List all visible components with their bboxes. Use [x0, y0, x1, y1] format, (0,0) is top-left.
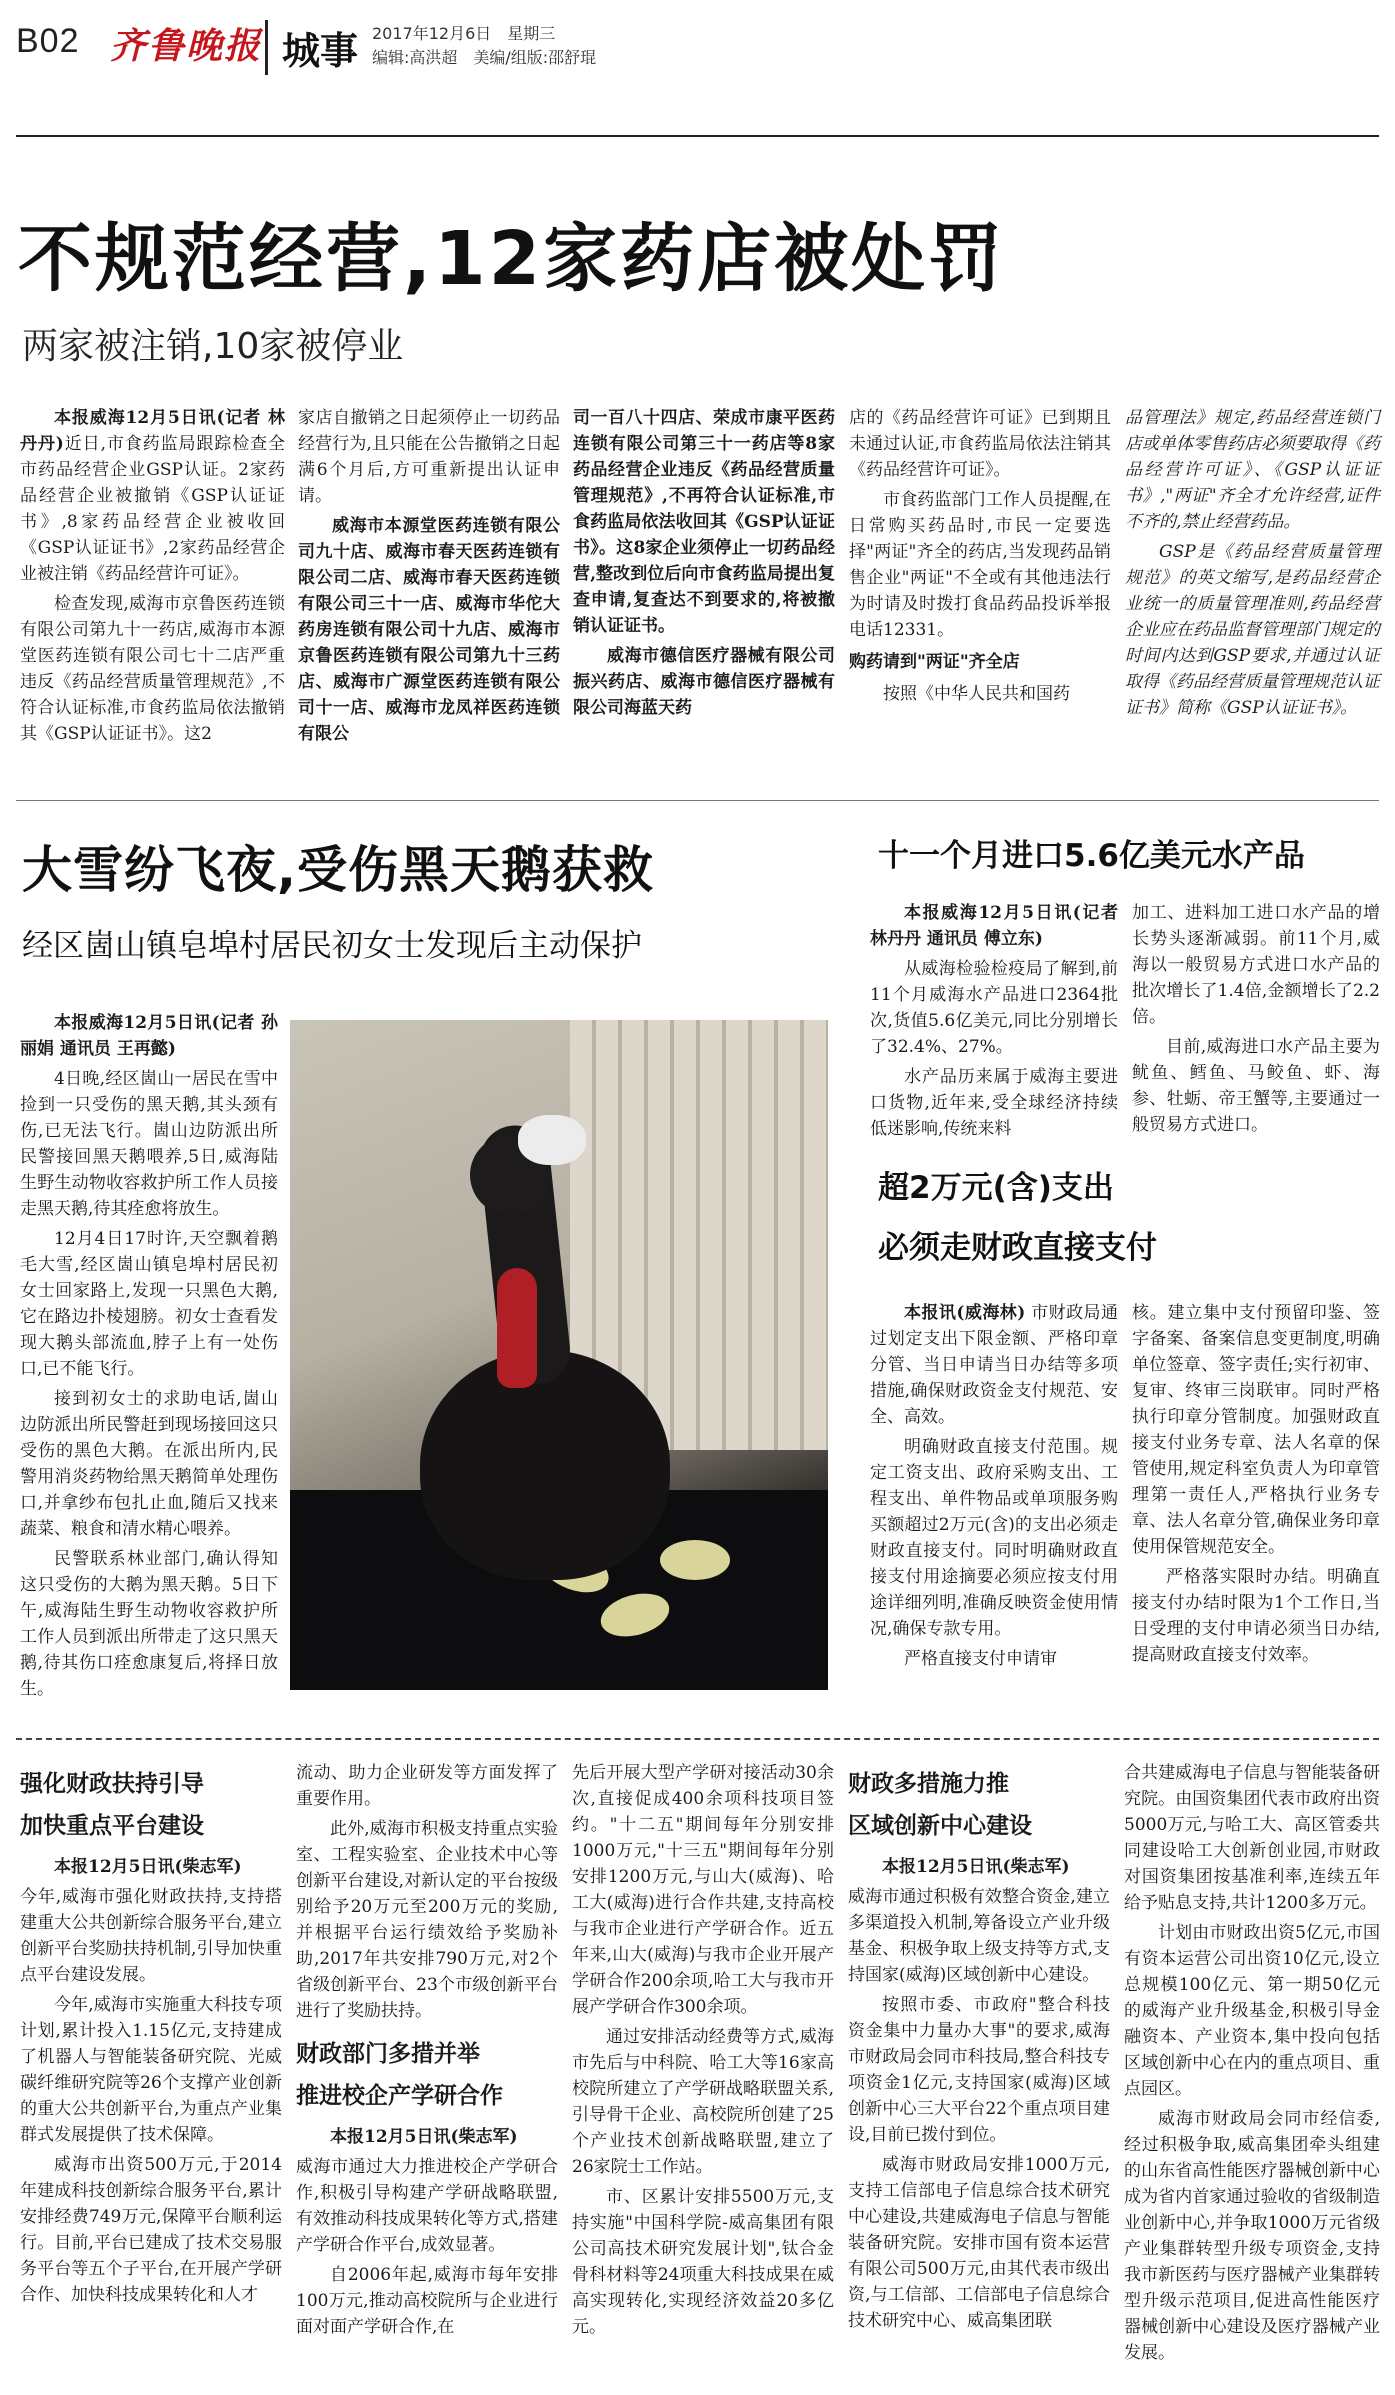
swan-body — [420, 1350, 670, 1580]
bottom-headline: 财政多措施力推 — [848, 1771, 1009, 1797]
bottom-paragraph: 计划由市财政出资5亿元,市国有资本运营公司出资10亿元,设立总规模100亿元、第一期50亿元的威海产业升级基金,积极引导金融资本、产业资本,集中投向包括区域创新中心在内的重点项目、重点园区。 — [1124, 1923, 1380, 2099]
swan-byline: 本报威海12月5日讯(记者 孙丽娟 通讯员 王再懿) — [20, 1013, 278, 1059]
finance-column-2 — [1132, 1300, 1380, 1700]
finance-paragraph: 明确财政直接支付范围。规定工资支出、政府采购支出、工程支出、单件物品或单项服务购买额超过2万元(含)的支出必须走财政直接支付。同时明确财政直接支付用途摘要必须应按支付用途详细列明,准确反映资金使用情况,确保专款专用。 — [870, 1437, 1118, 1639]
swan-beak — [497, 1268, 537, 1388]
lead-column-2 — [298, 405, 560, 785]
seafood-paragraph: 水产品历来属于威海主要进口货物,近年来,受全球经济持续低迷影响,传统来料 — [870, 1067, 1118, 1139]
seafood-paragraph: 目前,威海进口水产品主要为鱿鱼、鳕鱼、马鲛鱼、虾、海参、牡蛎、帝王蟹等,主要通过一般贸易方式进口。 — [1132, 1037, 1380, 1135]
swan-paragraph: 民警联系林业部门,确认得知这只受伤的大鹅为黑天鹅。5日下午,威海陆生野生动物收容救护所工作人员到派出所带走了这只黑天鹅,待其伤口痊愈康复后,将择日放生。 — [20, 1549, 278, 1699]
bottom-column-1 — [20, 1760, 282, 2385]
lead-headline: 不规范经营,12家药店被处罚 — [18, 216, 1006, 302]
lead-paragraph: GSP是《药品经营质量管理规范》的英文缩写,是药品经营企业统一的质量管理准则,药品经营企业应在药品监督管理部门规定的时间内达到GSP要求,并通过认证取得《药品经营质量管理规范认证证书》简称《GSP认证证书》。 — [1125, 542, 1380, 718]
finance-headline-2: 必须走财政直接支付 — [878, 1230, 1157, 1266]
lead-paragraph-bold: 司一百八十四店、荣成市康平医药连锁有限公司第三十一药店等8家药品经营企业违反《药品经营质量管理规范》,不再符合认证标准,市食药监局依法收回其《GSP认证证书》。这8家企业须停止一切药品经营,整改到位后向市食药监局提出复查申请,复查达不到要求的,将被撤销认证证书。 — [573, 408, 835, 636]
editor-line: 编辑:高洪超 美编/组版:邵舒琨 — [372, 48, 597, 67]
finance-paragraph: 市财政局通过划定支出下限金额、严格印章分管、当日申请当日办结等多项措施,确保财政资金支付规范、安全、高效。 — [870, 1303, 1119, 1427]
bottom-column-2 — [296, 1760, 558, 2385]
finance-byline: 本报讯(威海林) — [904, 1303, 1026, 1323]
issue-info — [372, 22, 596, 70]
finance-headline-1: 超2万元(含)支出 — [878, 1170, 1114, 1206]
bottom-byline: 本报12月5日讯(柴志军) — [54, 1857, 242, 1877]
dashed-divider — [16, 1738, 1379, 1740]
bottom-paragraph: 威海市出资500万元,于2014年建成科技创新综合服务平台,累计安排经费749万元,保障平台顺利运行。目前,平台已建成了技术交易服务平台等五个子平台,在开展产学研合作、加快科技成果转化和人才 — [20, 2155, 282, 2305]
finance-column-1 — [870, 1300, 1118, 1700]
bottom-headline: 区域创新中心建设 — [848, 1813, 1032, 1839]
bottom-paragraph: 自2006年起,威海市每年安排100万元,推动高校院所与企业进行面对面产学研合作,在 — [296, 2265, 558, 2337]
lead-paragraph: 品管理法》规定,药品经营连锁门店或单体零售药店必须要取得《药品经营许可证》、《GSP认证证书》,"两证"齐全才允许经营,证件不齐的,禁止经营药品。 — [1125, 408, 1380, 532]
swan-paragraph: 12月4日17时许,天空飘着鹅毛大雪,经区崮山镇皂埠村居民初女士回家路上,发现一只黑色大鹅,它在路边扑棱翅膀。初女士查看发现大鹅头部流血,脖子上有一处伤口,已不能飞行。 — [20, 1229, 278, 1379]
bottom-paragraph: 此外,威海市积极支持重点实验室、工程实验室、企业技术中心等创新平台建设,对新认定的平台按级别给予20万元至200万元的奖励,并根据平台运行绩效给予奖励补助,2017年共安排790万元,对2个省级创新平台、23个市级创新平台进行了奖励扶持。 — [296, 1819, 558, 2021]
lead-column-1 — [20, 405, 285, 785]
bottom-paragraph: 流动、助力企业研发等方面发挥了重要作用。 — [296, 1763, 558, 1809]
bottom-paragraph: 今年,威海市强化财政扶持,支持搭建重大公共创新综合服务平台,建立创新平台奖励扶持机制,引导加快重点平台建设发展。 — [20, 1887, 282, 1985]
lead-paragraph: 按照《中华人民共和国药 — [883, 684, 1070, 704]
swan-paragraph: 接到初女士的求助电话,崮山边防派出所民警赶到现场接回这只受伤的黑色大鹅。在派出所内,民警用消炎药物给黑天鹅简单处理伤口,并拿纱布包扎止血,随后又找来蔬菜、粮食和清水精心喂养。 — [20, 1389, 278, 1539]
lead-subhead: 购药请到"两证"齐全店 — [849, 652, 1020, 672]
lead-paragraph-bold: 威海市德信医疗器械有限公司振兴药店、威海市德信医疗器械有限公司海蓝天药 — [573, 646, 835, 718]
lead-paragraph: 家店自撤销之日起须停止一切药品经营行为,且只能在公告撤销之日起满6个月后,方可重新提出认证申请。 — [298, 408, 560, 506]
seafood-column-1 — [870, 900, 1118, 1139]
lead-paragraph-bold: 威海市本源堂医药连锁有限公司九十店、威海市春天医药连锁有限公司二店、威海市春天医药连锁有限公司三十一店、威海市华佗大药房连锁有限公司十九店、威海市京鲁医药连锁有限公司第九十三药店、威海市广源堂医药连锁有限公司十一店、威海市龙凤祥医药连锁有限公 — [298, 516, 560, 744]
cabbage-leaf — [660, 1540, 730, 1580]
bottom-paragraph: 威海市通过积极有效整合资金,建立多渠道投入机制,筹备设立产业升级基金、积极争取上级支持等方式,支持国家(威海)区域创新中心建设。 — [848, 1887, 1110, 1985]
bottom-headline: 加快重点平台建设 — [20, 1813, 204, 1839]
finance-paragraph: 严格落实限时办结。明确直接支付办结时限为1个工作日,当日受理的支付申请必须当日办结,提高财政直接支付效率。 — [1132, 1567, 1380, 1665]
bottom-paragraph: 市、区累计安排5500万元,支持实施"中国科学院-威高集团有限公司高技术研究发展计划",钛合金骨科材料等24项重大科技成果在威高实现转化,实现经济效益20多亿元。 — [572, 2187, 834, 2337]
swan-headline: 大雪纷飞夜,受伤黑天鹅获救 — [22, 841, 654, 899]
seafood-paragraph: 加工、进料加工进口水产品的增长势头逐渐减弱。前11个月,威海以一般贸易方式进口水产品的批次增长了1.4倍,金额增长了2.2倍。 — [1132, 903, 1380, 1027]
swan-paragraph: 4日晚,经区崮山一居民在雪中捡到一只受伤的黑天鹅,其头颈有伤,已无法飞行。崮山边防派出所民警接回黑天鹅喂养,5日,威海陆生野生动物收容救护所工作人员接走黑天鹅,待其痊愈将放生。 — [20, 1069, 278, 1219]
lead-paragraph: 近日,市食药监局跟踪检查全市药品经营企业GSP认证。2家药品经营企业被撤销《GSP认证证书》,8家药品经营企业被收回《GSP认证证书》,2家药品经营企业被注销《药品经营许可证》。 — [20, 434, 286, 584]
bottom-paragraph: 今年,威海市实施重大科技专项计划,累计投入1.15亿元,支持建成了机器人与智能装备研究院、光威碳纤维研究院等26个支撑产业创新的重大公共创新平台,为重点产业集群式发展提供了技术保障。 — [20, 1995, 282, 2145]
page-number: B02 — [16, 22, 80, 60]
lead-byline: 本报威海12月5日讯(记者 林丹丹) — [20, 408, 285, 454]
finance-paragraph: 核。建立集中支付预留印鉴、签字备案、备案信息变更制度,明确单位签章、签字责任;实行初审、复审、终审三岗联审。同时严格执行印章分管制度。加强财政直接支付业务专章、法人名章的保管使用,规定科室负责人为印章管理第一责任人,严格执行业务专章、法人名章分管,确保业务印章使用保管规范安全。 — [1132, 1303, 1380, 1557]
bottom-paragraph: 威海市通过大力推进校企产学研合作,积极引导构建产学研战略联盟,有效推动科技成果转化等方式,搭建产学研合作平台,成效显著。 — [296, 2157, 558, 2255]
bottom-headline: 推进校企产学研合作 — [296, 2083, 503, 2109]
lead-paragraph: 市食药监部门工作人员提醒,在日常购买药品时,市民一定要选择"两证"齐全的药店,当发现药品销售企业"两证"不全或有其他违法行为时请及时拨打食品药品投诉举报电话12331。 — [849, 490, 1111, 640]
lead-column-4 — [849, 405, 1111, 785]
bottom-column-5 — [1124, 1760, 1380, 2385]
lead-column-5 — [1125, 405, 1380, 785]
bottom-column-4 — [848, 1760, 1110, 2385]
bottom-paragraph: 合共建威海电子信息与智能装备研究院。由国资集团代表市政府出资5000万元,与哈工大、高区管委共同建设哈工大创新创业园,市财政对国资集团按基准利率,连续五年给予贴息支持,共计1200多万元。 — [1124, 1763, 1380, 1913]
date-line: 2017年12月6日 星期三 — [372, 24, 556, 43]
black-swan-photo — [290, 1020, 828, 1690]
bottom-paragraph: 按照市委、市政府"整合科技资金集中力量办大事"的要求,威海市财政局会同市科技局,整合科技专项资金1亿元,支持国家(威海)区域创新中心三大平台22个重点项目建设,目前已拨付到位。 — [848, 1995, 1110, 2145]
masthead — [0, 0, 1395, 80]
bottom-column-3 — [572, 1760, 834, 2385]
bottom-paragraph: 威海市财政局安排1000万元,支持工信部电子信息综合技术研究中心建设,共建威海电子信息与智能装备研究院。安排市国有资本运营有限公司500万元,由其代表市级出资,与工信部、工信部电子信息综合技术研究中心、威高集团联 — [848, 2155, 1110, 2331]
top-rule — [16, 135, 1379, 137]
lead-subheadline: 两家被注销,10家被停业 — [22, 326, 404, 367]
section-divider — [16, 800, 1379, 801]
swan-subheadline: 经区崮山镇皂埠村居民初女士发现后主动保护 — [22, 928, 642, 964]
bottom-headline: 强化财政扶持引导 — [20, 1771, 204, 1797]
seafood-byline: 本报威海12月5日讯(记者 林丹丹 通讯员 傅立东) — [870, 903, 1118, 949]
bottom-paragraph: 通过安排活动经费等方式,威海市先后与中科院、哈工大等16家高校院所建立了产学研战略联盟关系,引导骨干企业、高校院所创建了25个产业技术创新战略联盟,建立了26家院士工作站。 — [572, 2027, 834, 2177]
lead-paragraph: 店的《药品经营许可证》已到期且未通过认证,市食药监局依法注销其《药品经营许可证》。 — [849, 408, 1111, 480]
section-title: 城事 — [265, 20, 358, 75]
newspaper-logo: 齐鲁晚报 — [110, 25, 263, 67]
swan-column — [20, 1010, 278, 1700]
bottom-byline: 本报12月5日讯(柴志军) — [882, 1857, 1070, 1877]
seafood-headline: 十一个月进口5.6亿美元水产品 — [878, 838, 1305, 874]
lead-column-3 — [573, 405, 835, 785]
lead-paragraph: 检查发现,威海市京鲁医药连锁有限公司第九十一药店,威海市本源堂医药连锁有限公司七十二店严重违反《药品经营质量管理规范》,不符合认证标准,市食药监局依法撤销其《GSP认证证书》。这2 — [20, 594, 285, 744]
bottom-paragraph: 先后开展大型产学研对接活动30余次,直接促成400余项科技项目签约。"十二五"期间每年分别安排1000万元,"十三五"期间每年分别安排1200万元,与山大(威海)、哈工大(威海)进行合作共建,支持高校与我市企业进行产学研合作。近五年来,山大(威海)与我市企业开展产学研合作200余项,哈工大与我市开展产学研合作300余项。 — [572, 1763, 834, 2017]
bottom-byline: 本报12月5日讯(柴志军) — [330, 2127, 518, 2147]
bottom-headline: 财政部门多措并举 — [296, 2041, 480, 2067]
seafood-column-2 — [1132, 900, 1380, 1135]
bottom-paragraph: 威海市财政局会同市经信委,经过积极争取,威高集团牵头组建的山东省高性能医疗器械创新中心成为省内首家通过验收的省级制造业创新中心,并争取1000万元省级产业集群转型升级专项资金,支持我市新医药与医疗器械产业集群转型升级示范项目,促进高性能医疗器械创新中心建设及医疗器械产业发展。 — [1124, 2109, 1380, 2363]
finance-paragraph: 严格直接支付申请审 — [904, 1649, 1057, 1669]
seafood-paragraph: 从威海检验检疫局了解到,前11个月威海水产品进口2364批次,货值5.6亿美元,同比分别增长了32.4%、27%。 — [870, 959, 1118, 1057]
swan-bandage — [518, 1115, 586, 1165]
